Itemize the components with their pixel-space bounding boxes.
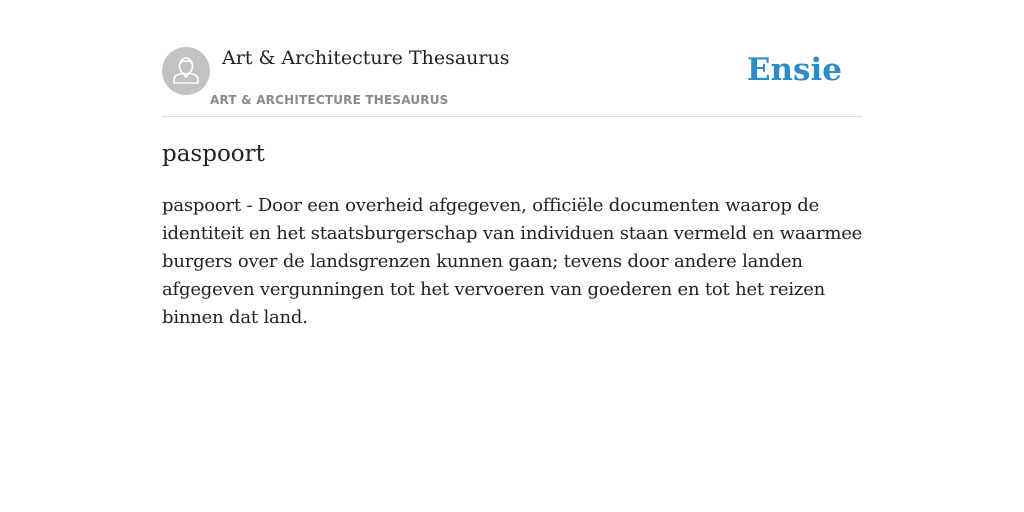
term-definition: paspoort - Door een overheid afgegeven, officiële documenten waarop de identiteit en het staatsburgerschap van individuen staan vermeld en waarmee burgers over de landsgrenzen kunnen gaan; tevens door andere landen afgegeven vergunningen tot het vervoeren van goederen en tot het reizen binnen dat land.	[162, 195, 863, 328]
author-name[interactable]: Art & Architecture Thesaurus	[222, 47, 510, 69]
author-subtitle[interactable]: ART & ARCHITECTURE THESAURUS	[210, 93, 449, 107]
ensie-logo[interactable]: Ensie	[746, 52, 842, 88]
user-icon	[162, 47, 210, 95]
avatar[interactable]	[162, 47, 210, 95]
term-title: paspoort	[162, 141, 265, 167]
entry-header	[162, 46, 862, 117]
